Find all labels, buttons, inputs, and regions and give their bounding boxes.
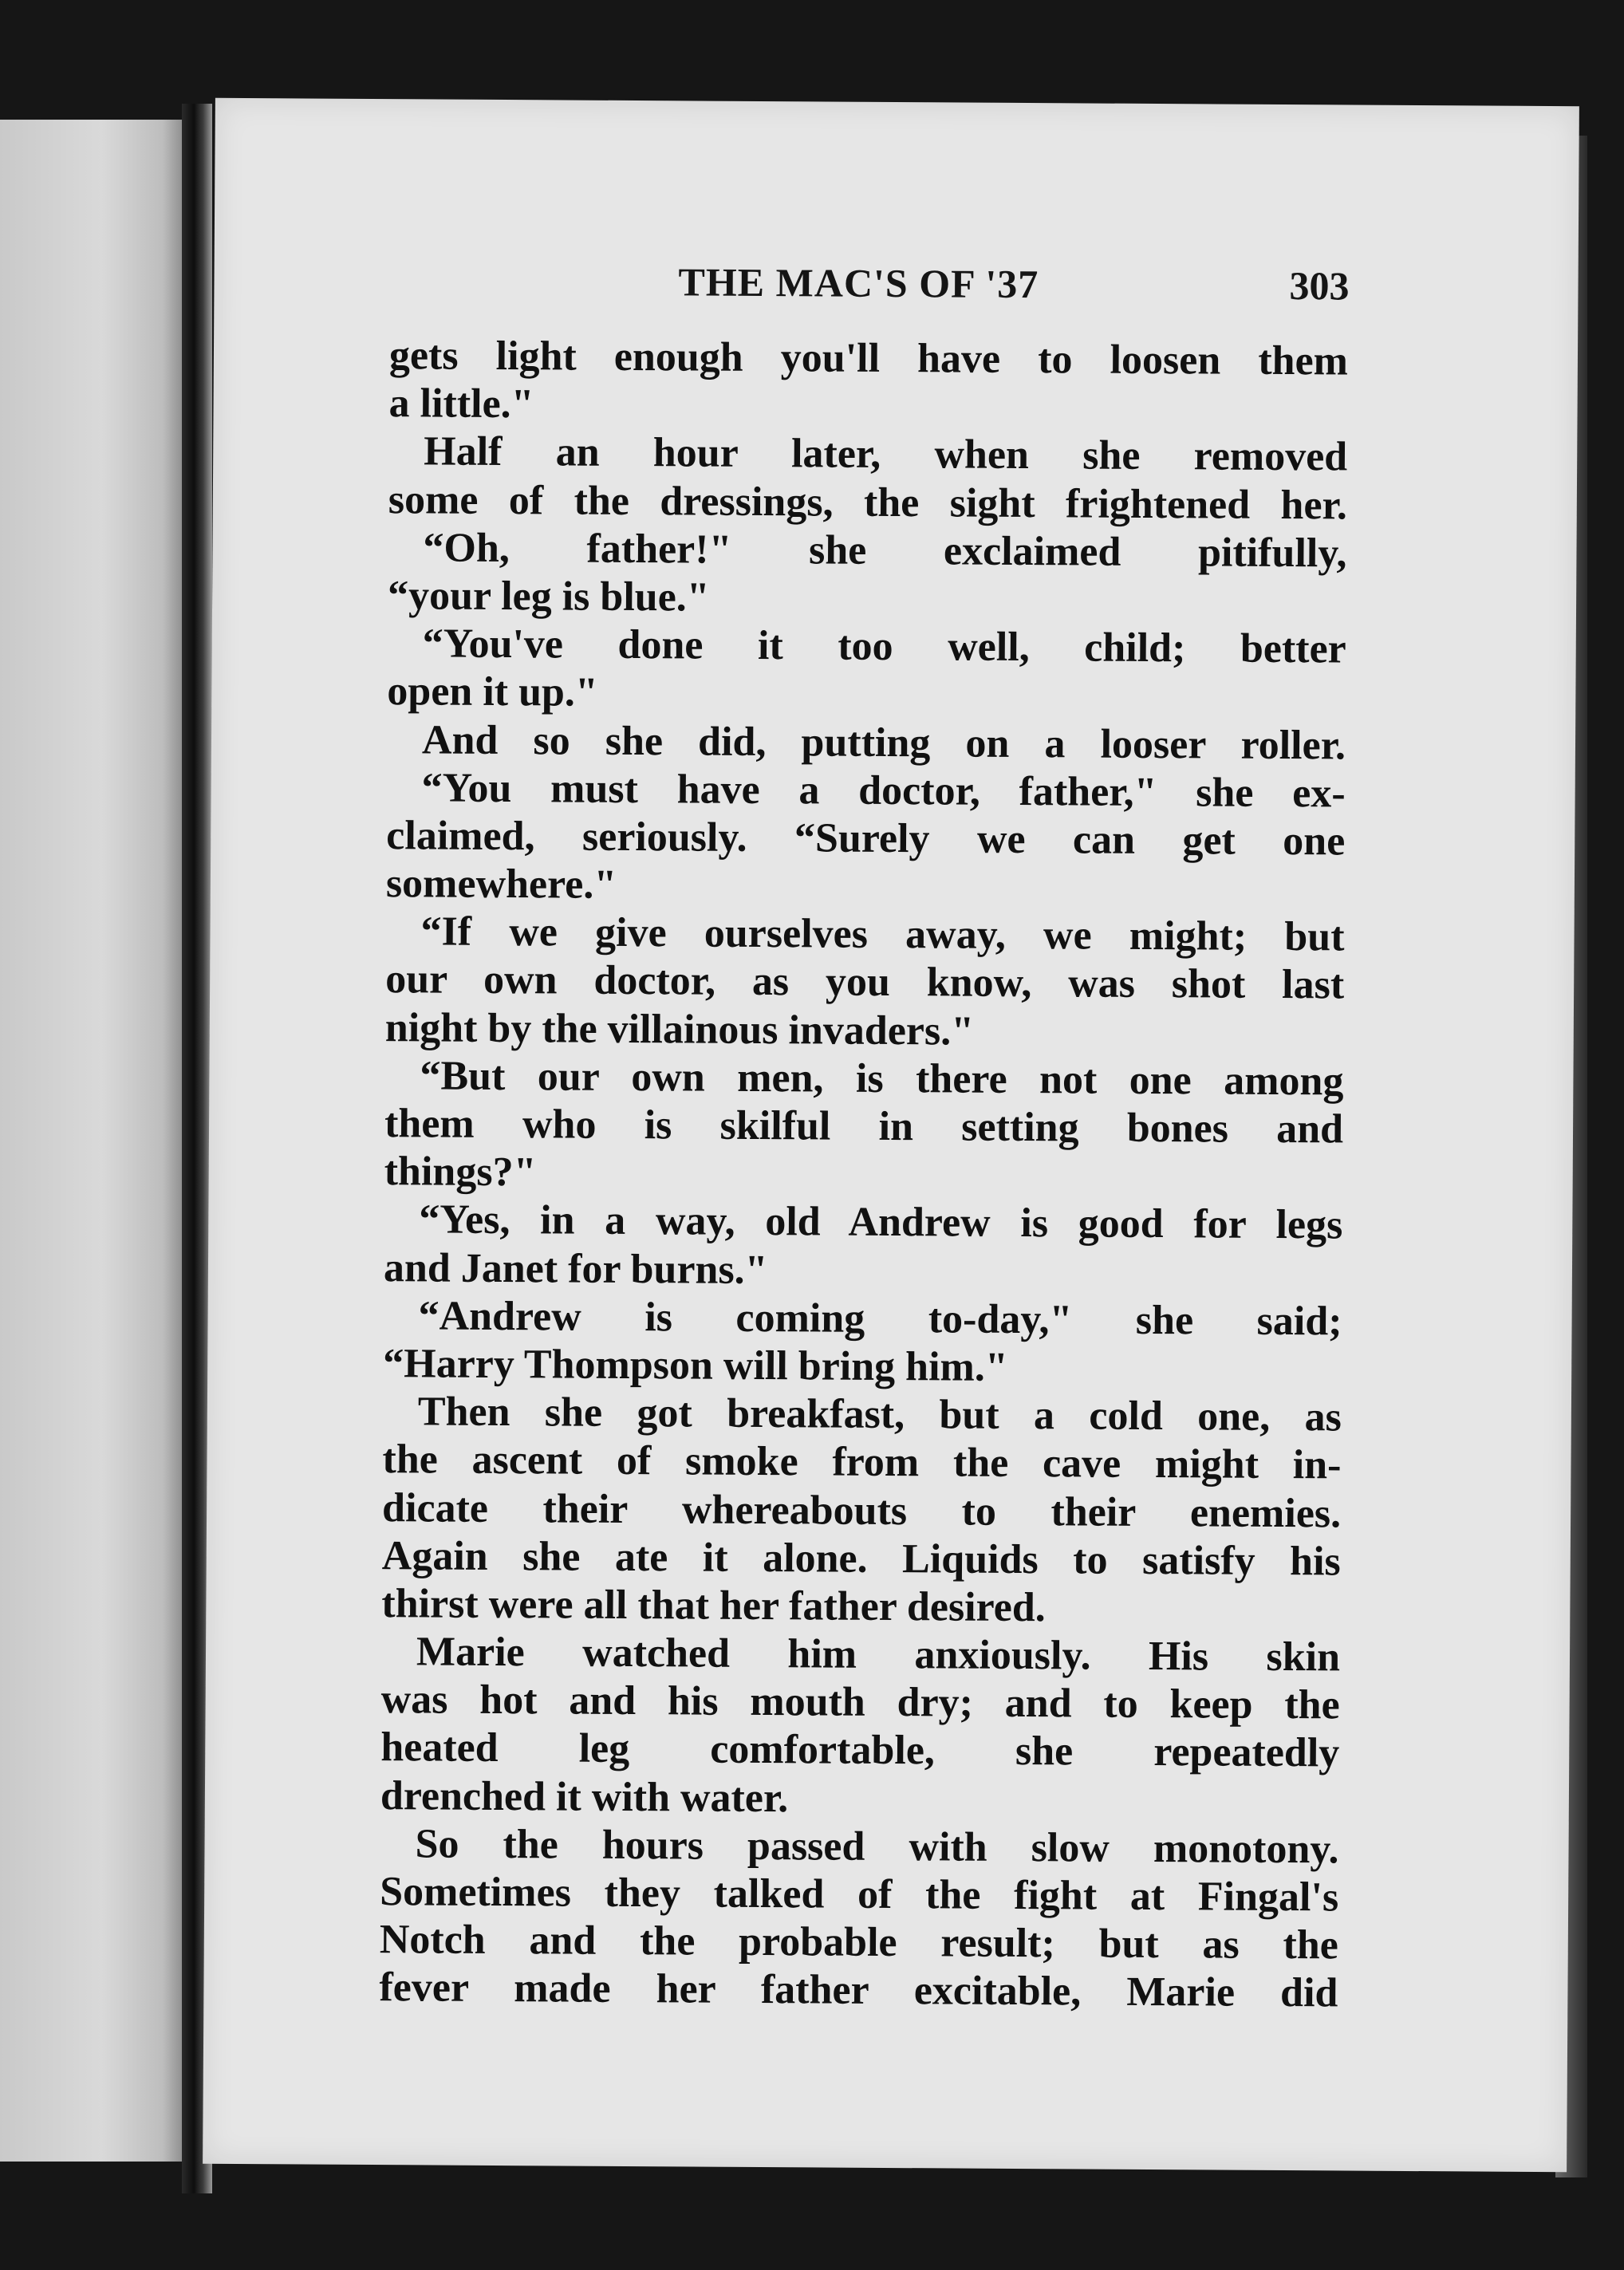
text-line: our own doctor, as you know, was shot last [385, 956, 1345, 1008]
text-line: open it up." [387, 668, 598, 716]
running-head: THE MAC'S OF '37 [678, 259, 1039, 307]
text-line: Half an hour later, when she removed [424, 428, 1348, 480]
text-line: “You must have a doctor, father," she ex- [421, 765, 1346, 817]
page-header [214, 256, 1578, 320]
text-line: So the hours passed with slow monotony. [415, 1821, 1339, 1873]
text-line: Again she ate it alone. Liquids to satisfy his [381, 1532, 1341, 1585]
text-line: Then she got breakfast, but a cold one, as [417, 1389, 1342, 1440]
text-line: “Yes, in a way, old Andrew is good for legs [419, 1196, 1343, 1248]
text-line: fever made her father excitable, Marie did [379, 1965, 1338, 2016]
text-line: things?" [384, 1149, 537, 1196]
text-line: “If we give ourselves away, we might; but [420, 908, 1345, 960]
body-text [379, 332, 1348, 2018]
text-line: “your leg is blue." [387, 573, 710, 621]
text-line: heated leg comfortable, she repeatedly [380, 1724, 1340, 1776]
text-line: a little." [388, 380, 534, 428]
text-line: “Harry Thompson will bring him." [383, 1341, 1008, 1390]
text-line: “You've done it too well, child; better [422, 621, 1346, 672]
page-number: 303 [1289, 263, 1350, 309]
text-line: Sometimes they talked of the fight at Fingal's [380, 1869, 1339, 1921]
text-line: Notch and the probable result; but as the [379, 1917, 1338, 1969]
text-line: them who is skilful in setting bones and [384, 1101, 1344, 1153]
text-line: night by the villainous invaders." [384, 1004, 975, 1054]
text-line: drenched it with water. [380, 1772, 789, 1821]
text-line: “Andrew is coming to-day," she said; [418, 1293, 1342, 1345]
text-line: the ascent of smoke from the cave might in- [382, 1436, 1342, 1488]
book-page [203, 98, 1579, 2172]
text-line: claimed, seriously. “Surely we can get one [386, 813, 1346, 865]
text-line: somewhere." [385, 861, 617, 908]
text-line: was hot and his mouth dry; and to keep the [380, 1677, 1340, 1728]
text-line: “But our own men, is there not one among [420, 1053, 1344, 1105]
text-line: And so she did, putting on a looser roller. [421, 716, 1346, 768]
text-line: dicate their whereabouts to their enemies. [381, 1484, 1342, 1536]
text-line: some of the dressings, the sight frightened her. [388, 476, 1348, 529]
text-line: gets light enough you'll have to loosen them [388, 333, 1349, 384]
text-line: Marie watched him anxiously. His skin [416, 1629, 1341, 1681]
text-line: and Janet for burns." [383, 1244, 768, 1293]
facing-page-edge [0, 120, 185, 2162]
text-line: thirst were all that her father desired. [381, 1580, 1046, 1631]
text-line: “Oh, father!" she exclaimed pitifully, [423, 525, 1347, 577]
